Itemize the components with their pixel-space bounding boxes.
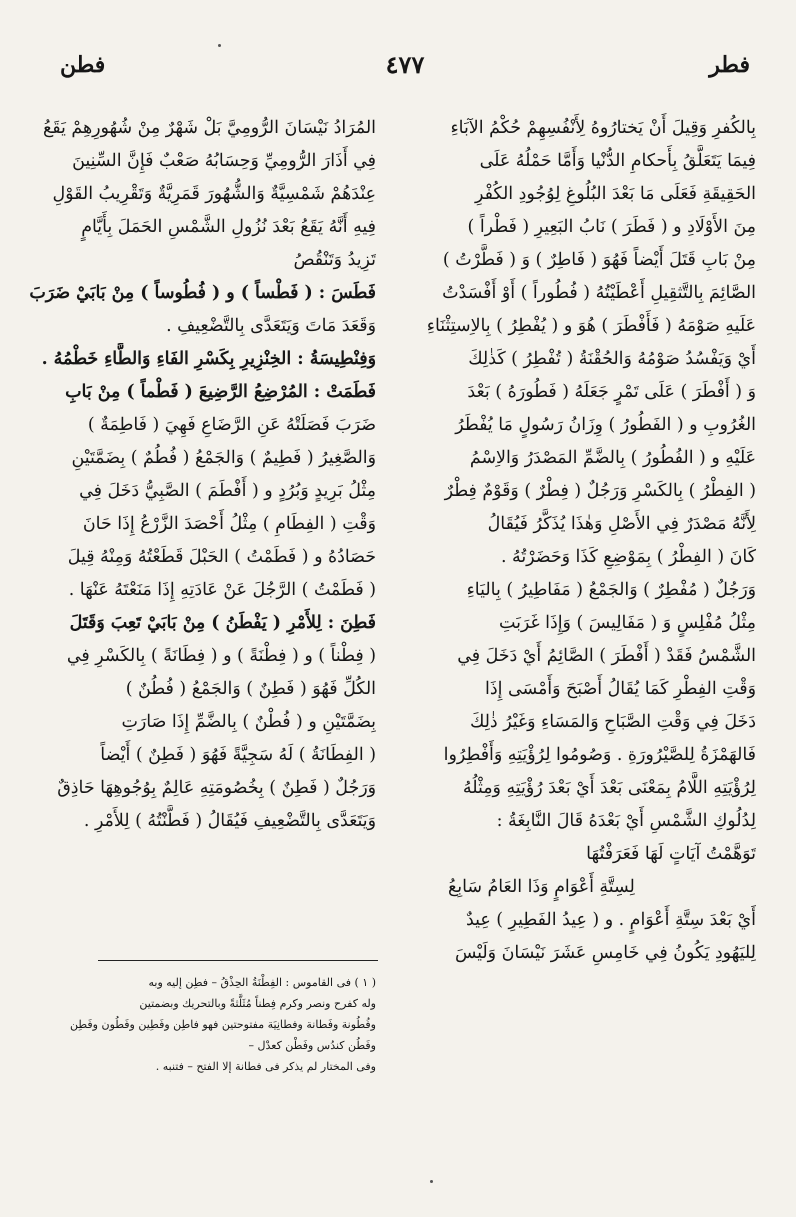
- text-line: ( فَطَمْتُ ) الرَّجُلَ عَنْ عَادَتِهِ إِذَا مَنَعْتَهُ عَنْهَا .: [68, 580, 376, 600]
- text-line: ( الفِطَانَةُ ) لَهُ سَجِيَّةً فَهُوَ ( فَطِنٌ ) أَيْضاً: [100, 745, 376, 765]
- footnote-line: وله كفرح ونصر وكرم فِطناً مُثَلَّثةً وبالتحريك وبضمتين: [139, 997, 376, 1010]
- footnote-line: ( ١ ) فى القاموس : الفِطْنَةُ الحِذْقُ – فطِن إليه وبه: [148, 976, 376, 989]
- text-line: فِيهِ أَنَّهُ يَقَعُ بَعْدَ نُزُولِ الشَّمْسِ الحَمَلَ بِأَيَّامٍ: [81, 217, 376, 237]
- text-line: عَلَيْهِ و ( الفُطُورُ ) بِالضَّمِّ المَصْدَرُ وَالاِسْمُ: [469, 448, 756, 468]
- text-line: تَزِيدُ وَتَنْقُصُ: [293, 250, 376, 270]
- text-line: وَرَجُلٌ ( مُفْطِرٌ ) وَالجَمْعُ ( مَفَاطِيرُ ) بِاليَاءِ: [466, 580, 756, 600]
- entry-line: فَطَسَ : ( فَطْساً ) و ( فُطُوساً ) مِنْ بَابَيْ ضَرَبَ: [29, 283, 376, 303]
- text-line: أَيْ وَيَفْسُدُ صَوْمُهُ وَالحُقْنَةُ ( تُفْطِرُ ) كَذٰلِكَ: [468, 349, 756, 369]
- footnote-separator: [98, 960, 378, 961]
- text-line: لِليَهُودِ يَكُونُ فِي خَامِسِ عَشَرَ نَيْسَانَ وَلَيْسَ: [454, 943, 756, 963]
- page-header: [60, 48, 750, 88]
- text-line: بِضَمَّتَيْنِ و ( فُطْنٌ ) بِالضَّمِّ إِذَا صَارَتِ: [121, 712, 376, 732]
- verse-hemistich-2: لِسِتَّةِ أَعْوَامٍ وَذَا العَامُ سَابِعُ: [448, 877, 635, 897]
- footnote-line: وفَطُن كندُس وفَطْن كعدْل –: [248, 1039, 376, 1052]
- text-line: مِنْ بَابِ قَتَلَ أَيْضاً فَهُوَ ( فَاطِرٌ ) وَ ( فَطَّرْتُ ): [442, 250, 756, 270]
- text-line: مِثْلُ مُفْلِسٍ وَ ( مَفَالِيسَ ) وَإِذَا غَرَبَتِ: [499, 613, 756, 633]
- text-line: عَلَيهِ صَوْمَهُ ( فَأَفْطَرَ ) هُوَ و ( يُفْطِرُ ) بِالاِستِثْنَاءِ: [426, 316, 756, 336]
- text-line: لِدُلُوكِ الشَّمْسِ أَيْ بَعْدَهُ قَالَ النَّابِغَةُ :: [496, 811, 756, 831]
- text-line: فَالهَمْزَةُ لِلصَّيْرُورَةِ . وَصُومُوا لِرُؤْيَتِهِ وَأَفْطِرُوا: [443, 745, 756, 765]
- footnote-line: وفُطُونة وفَطانة وفطانِيَة مفتوحتين فهو فاطِن وفَطِين وفَطُون وفَطِن: [70, 1018, 376, 1031]
- footnote: [16, 972, 376, 1077]
- text-line: وَ ( أَفْطَرَ ) عَلَى تَمْرٍ جَعَلَهُ ( فَطُورَهُ ) بَعْدَ: [467, 382, 756, 402]
- paper-speck: [430, 1180, 433, 1183]
- text-line: وَالصَّغِيرُ ( فَطِيمٌ ) وَالجَمْعُ ( فُطُمٌ ) بِضَمَّتَيْنِ: [71, 448, 376, 468]
- left-column: [24, 112, 376, 838]
- text-line: المُرَادُ نَيْسَانَ الرُّومِيَّ بَلْ شَهْرٌ مِنْ شُهُورِهِمْ يَقَعُ: [42, 118, 376, 138]
- text-line: ضَرَبَ فَصَلَتْهُ عَنِ الرَّضَاعِ فَهِيَ ( فَاطِمَةٌ ): [87, 415, 376, 435]
- text-line: أَيْ بَعْدَ سِتَّةِ أَعْوَامٍ . و ( عِيدُ الفَطِيرِ ) عِيدٌ: [465, 910, 756, 930]
- paper-speck: [218, 44, 221, 47]
- text-line: وَرَجُلٌ ( فَطِنٌ ) بِخُصُومَتِهِ عَالِمٌ بِوُجُوهِهَا حَاذِقٌ: [57, 778, 376, 798]
- right-column: [388, 112, 756, 970]
- text-line: الكُلِّ فَهُوَ ( فَطِنٌ ) وَالجَمْعُ ( فُطُنٌ ): [125, 679, 376, 699]
- text-line: الحَقِيقَةِ فَعَلَى مَا بَعْدَ البُلُوغِ لِوُجُودِ الكُفْرِ: [474, 184, 756, 204]
- page-number: ٤٧٧: [385, 50, 425, 79]
- text-line: ( الفِطْرُ ) بِالكَسْرِ وَرَجُلٌ ( فِطْرٌ ) وَقَوْمٌ فِطْرٌ: [444, 481, 756, 501]
- entry-line: فَطَمَتْ : المُرْضِعُ الرَّضِيعَ ( فَطْماً ) مِنْ بَابِ: [65, 382, 376, 402]
- running-headword-right: فطر: [709, 52, 750, 78]
- text-line: فِيمَا يَتَعَلَّقُ بِأَحكامِ الدُّنْيا وَأَمَّا حَمْلُهُ عَلَى: [479, 151, 756, 171]
- text-line: الشَّمْسُ فَقَدْ ( أَفْطَرَ ) الصَّائِمُ أَيْ دَخَلَ فِي: [457, 646, 756, 666]
- text-line: بِالكُفرِ وَقِيلَ أَنْ يَختارُوهُ لِأَنْفُسِهِمْ حُكْمُ الآبَاءِ: [450, 118, 756, 138]
- text-line: وَيَتَعَدَّى بِالتَّضْعِيفِ فَيُقَالُ ( فَطَّنْتُهُ ) لِلأَمْرِ .: [83, 811, 376, 831]
- text-line: مِنَ الأَوْلَادِ و ( فَطَرَ ) نَابُ البَعِيرِ ( فَطْراً ): [467, 217, 756, 237]
- verse-hemistich-1: تَوَهَّمْتُ آيَاتٍ لَهَا فَعَرَفْتُهَا: [586, 844, 756, 864]
- footnote-line: وفى المختار لم يذكر فى فطانة إلا الفتح – فتنبه .: [155, 1060, 376, 1073]
- text-line: كَانَ ( الفِطْرُ ) بِمَوْضِعِ كَذَا وَحَضَرْتُهُ .: [500, 547, 756, 567]
- text-line: وَقْتِ ( الفِطَامِ ) مِثْلُ أَحْصَدَ الزَّرْعُ إِذَا حَانَ: [82, 514, 376, 534]
- text-line: الغُرُوبِ و ( الفَطُورُ ) وِزَانُ رَسُولٍ مَا يُفْطَرُ: [455, 415, 756, 435]
- text-line: عِنْدَهُمْ شَمْسِيَّةٌ وَالشُّهُورَ قَمَرِيَّةٌ وَتَقْرِيبُ القَوْلِ: [52, 184, 376, 204]
- text-line: حَصَادُهُ و ( فَطَمْتُ ) الحَبْلَ قَطَعْتُهُ وَمِنْهُ قِيلَ: [67, 547, 376, 567]
- text-line: فِي أَذَارَ الرُّومِيِّ وَحِسَابُهُ صَعْبٌ فَإِنَّ السِّنِينَ: [72, 151, 376, 171]
- text-line: دَخَلَ فِي وَقْتِ الصَّبَاحِ وَالمَسَاءِ وَغَيْرُ ذٰلِكَ: [469, 712, 756, 732]
- text-line: مِثْلُ بَرِيدٍ وَبُرُدٍ و ( أَفْطَمَ ) الصَّبِيُّ دَخَلَ فِي: [79, 481, 376, 501]
- text-line: ( فِطْناً ) و ( فِطْنَةً ) و ( فِطَانَةً ) بِالكَسْرِ فِي: [66, 646, 376, 666]
- text-line: لِأَنَّهُ مَصْدَرٌ فِي الأَصْلِ وَهٰذَا يُذَكَّرُ فَيُقَالُ: [487, 514, 756, 534]
- entry-line: فَطِنَ : لِلأَمْرِ ( يَفْطَنُ ) مِنْ بَابَيْ تَعِبَ وَقَتَلَ: [69, 613, 376, 633]
- running-headword-left: فطن: [60, 52, 106, 78]
- text-line: وَقَعَدَ مَاتَ وَيَتَعَدَّى بِالتَّضْعِيفِ .: [166, 316, 376, 336]
- entry-line: وَفِنْطِيسَةُ : الخِنْزِيرِ بِكَسْرِ الفَاءِ وَالطَّاءِ خَطْمُهُ .: [41, 349, 376, 369]
- text-line: وَقْتِ الفِطْرِ كَمَا يُقَالُ أَصْبَحَ وَأَمْسَى إِذَا: [485, 679, 756, 699]
- text-line: لِرُؤْيَتِهِ اللَّامُ بِمَعْنَى بَعْدَ أَيْ بَعْدَ رُؤْيَتِهِ وَمِثْلُهُ: [462, 778, 756, 798]
- text-line: الصَّائِمَ بِالتَّثقِيلِ أَعْطَيْتُهُ ( فُطُوراً ) أَوْ أَفْسَدْتُ: [442, 283, 756, 303]
